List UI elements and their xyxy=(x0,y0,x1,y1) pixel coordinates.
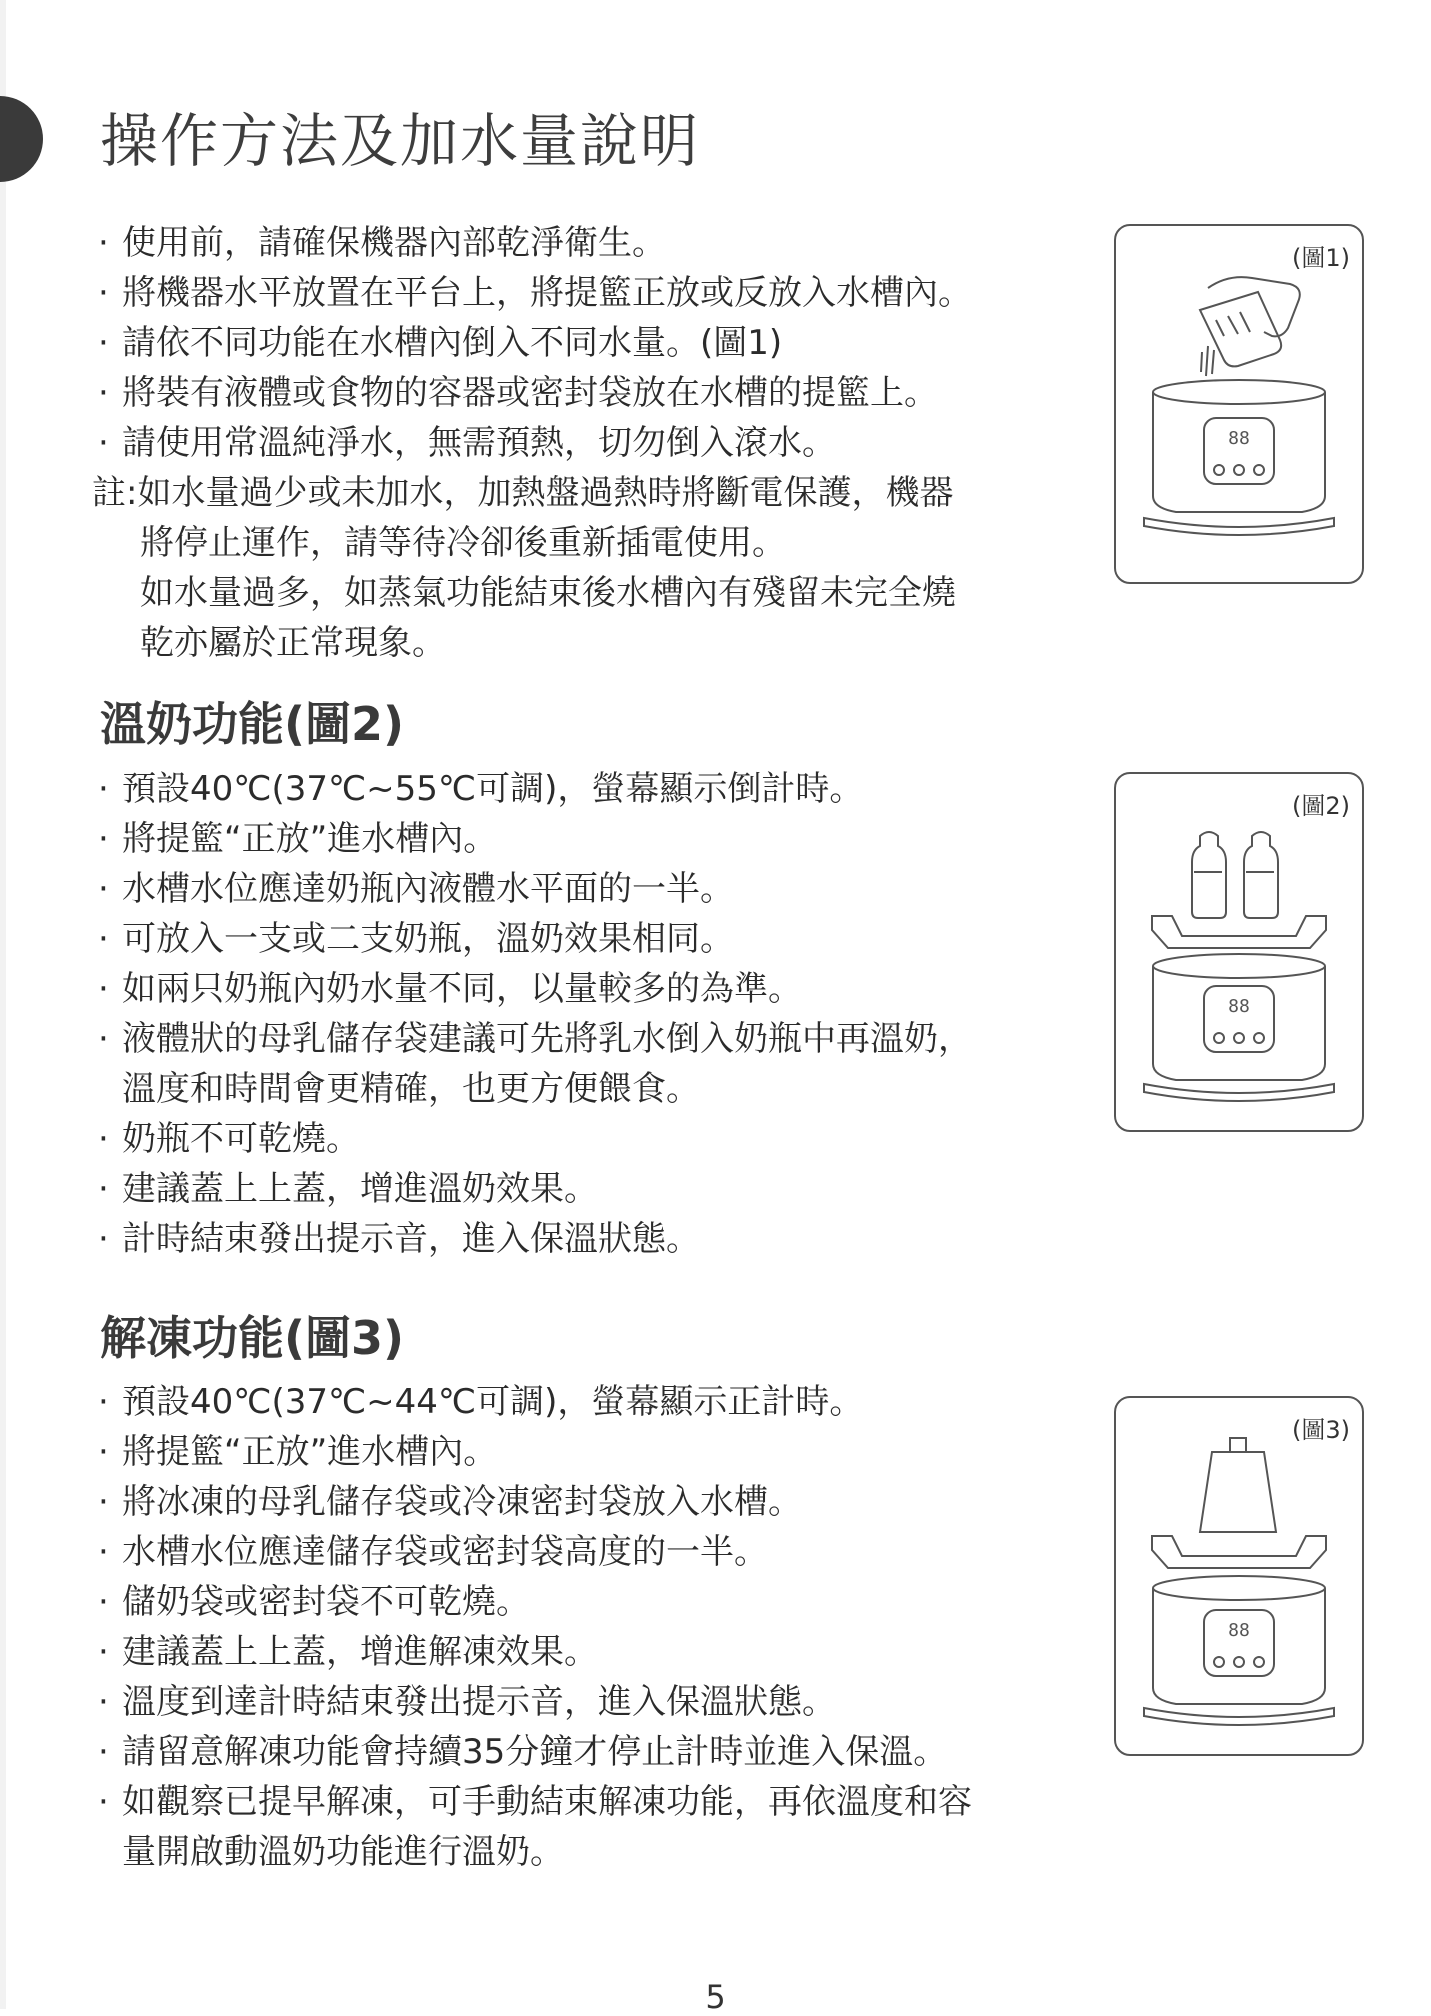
bullet-item: · 將機器水平放置在平台上，將提籃正放或反放入水槽內。 xyxy=(92,268,1082,318)
defrost-list xyxy=(92,1377,1082,1877)
note-label: 註: xyxy=(92,473,138,513)
bullet-item-continuation: 量開啟動溫奶功能進行溫奶。 xyxy=(122,1832,564,1872)
display-digits: 88 xyxy=(1228,428,1250,449)
bullet-item: · 將提籃“正放”進水槽內。 xyxy=(92,1427,1082,1477)
figure-1-label: (圖1) xyxy=(1292,244,1350,272)
bullet-item: · 可放入一支或二支奶瓶，溫奶效果相同。 xyxy=(92,914,1082,964)
bullet-item: · 將提籃“正放”進水槽內。 xyxy=(92,814,1082,864)
page-title: 操作方法及加水量說明 xyxy=(100,107,701,175)
bullet-item: · 請依不同功能在水槽內倒入不同水量。(圖1) xyxy=(92,318,1082,368)
figure-2-illustration xyxy=(1116,774,1362,1130)
note-line: 乾亦屬於正常現象。 xyxy=(140,623,446,663)
note-line xyxy=(92,468,1082,518)
bullet-item: · 使用前，請確保機器內部乾淨衛生。 xyxy=(92,218,1082,268)
bullet-item: · 儲奶袋或密封袋不可乾燒。 xyxy=(92,1577,1082,1627)
figure-3-illustration xyxy=(1116,1398,1362,1754)
warm-milk-heading: 溫奶功能(圖2) xyxy=(100,697,405,751)
page-edge xyxy=(0,0,6,2009)
note-line: 將停止運作，請等待冷卻後重新插電使用。 xyxy=(140,523,786,563)
intro-bullet-list xyxy=(92,218,1082,468)
section-tab-marker xyxy=(0,96,44,182)
bullet-item: · 請使用常溫純淨水，無需預熱，切勿倒入滾水。 xyxy=(92,418,1082,468)
display-digits: 88 xyxy=(1228,1620,1250,1641)
bullet-item: · 奶瓶不可乾燒。 xyxy=(92,1114,1082,1164)
bullet-item: · 水槽水位應達奶瓶內液體水平面的一半。 xyxy=(92,864,1082,914)
figure-1-illustration xyxy=(1116,226,1362,582)
figure-3-label: (圖3) xyxy=(1292,1416,1350,1444)
bullet-item: · 建議蓋上上蓋，增進溫奶效果。 xyxy=(92,1164,1082,1214)
bullet-item: · 水槽水位應達儲存袋或密封袋高度的一半。 xyxy=(92,1527,1082,1577)
figure-2-label: (圖2) xyxy=(1292,792,1350,820)
note-line: 如水量過多，如蒸氣功能結束後水槽內有殘留未完全燒 xyxy=(140,573,956,613)
bullet-item: · 溫度到達計時結束發出提示音，進入保溫狀態。 xyxy=(92,1677,1082,1727)
bullet-item: · 如觀察已提早解凍，可手動結束解凍功能，再依溫度和容 xyxy=(92,1777,1082,1827)
warm-milk-list xyxy=(92,764,1082,1264)
page-number: 5 xyxy=(705,1978,726,2016)
bullet-item: · 請留意解凍功能會持續35分鐘才停止計時並進入保溫。 xyxy=(92,1727,1082,1777)
bullet-item: · 建議蓋上上蓋，增進解凍效果。 xyxy=(92,1627,1082,1677)
bullet-item: · 將裝有液體或食物的容器或密封袋放在水槽的提籃上。 xyxy=(92,368,1082,418)
bullet-item-continuation: 溫度和時間會更精確，也更方便餵食。 xyxy=(122,1069,700,1109)
figure-2 xyxy=(1114,772,1364,1132)
figure-1 xyxy=(1114,224,1364,584)
bullet-item: · 計時結束發出提示音，進入保溫狀態。 xyxy=(92,1214,1082,1264)
intro-block xyxy=(92,218,1082,668)
bullet-item: · 預設40℃(37℃~44℃可調)，螢幕顯示正計時。 xyxy=(92,1377,1082,1427)
bullet-item: · 液體狀的母乳儲存袋建議可先將乳水倒入奶瓶中再溫奶， xyxy=(92,1014,1082,1064)
bullet-item: · 將冰凍的母乳儲存袋或冷凍密封袋放入水槽。 xyxy=(92,1477,1082,1527)
display-digits: 88 xyxy=(1228,996,1250,1017)
bullet-item: · 如兩只奶瓶內奶水量不同，以量較多的為準。 xyxy=(92,964,1082,1014)
note-text: 如水量過少或未加水，加熱盤過熱時將斷電保護，機器 xyxy=(137,473,954,513)
bullet-item: · 預設40℃(37℃~55℃可調)，螢幕顯示倒計時。 xyxy=(92,764,1082,814)
figure-3 xyxy=(1114,1396,1364,1756)
defrost-heading: 解凍功能(圖3) xyxy=(100,1311,405,1365)
